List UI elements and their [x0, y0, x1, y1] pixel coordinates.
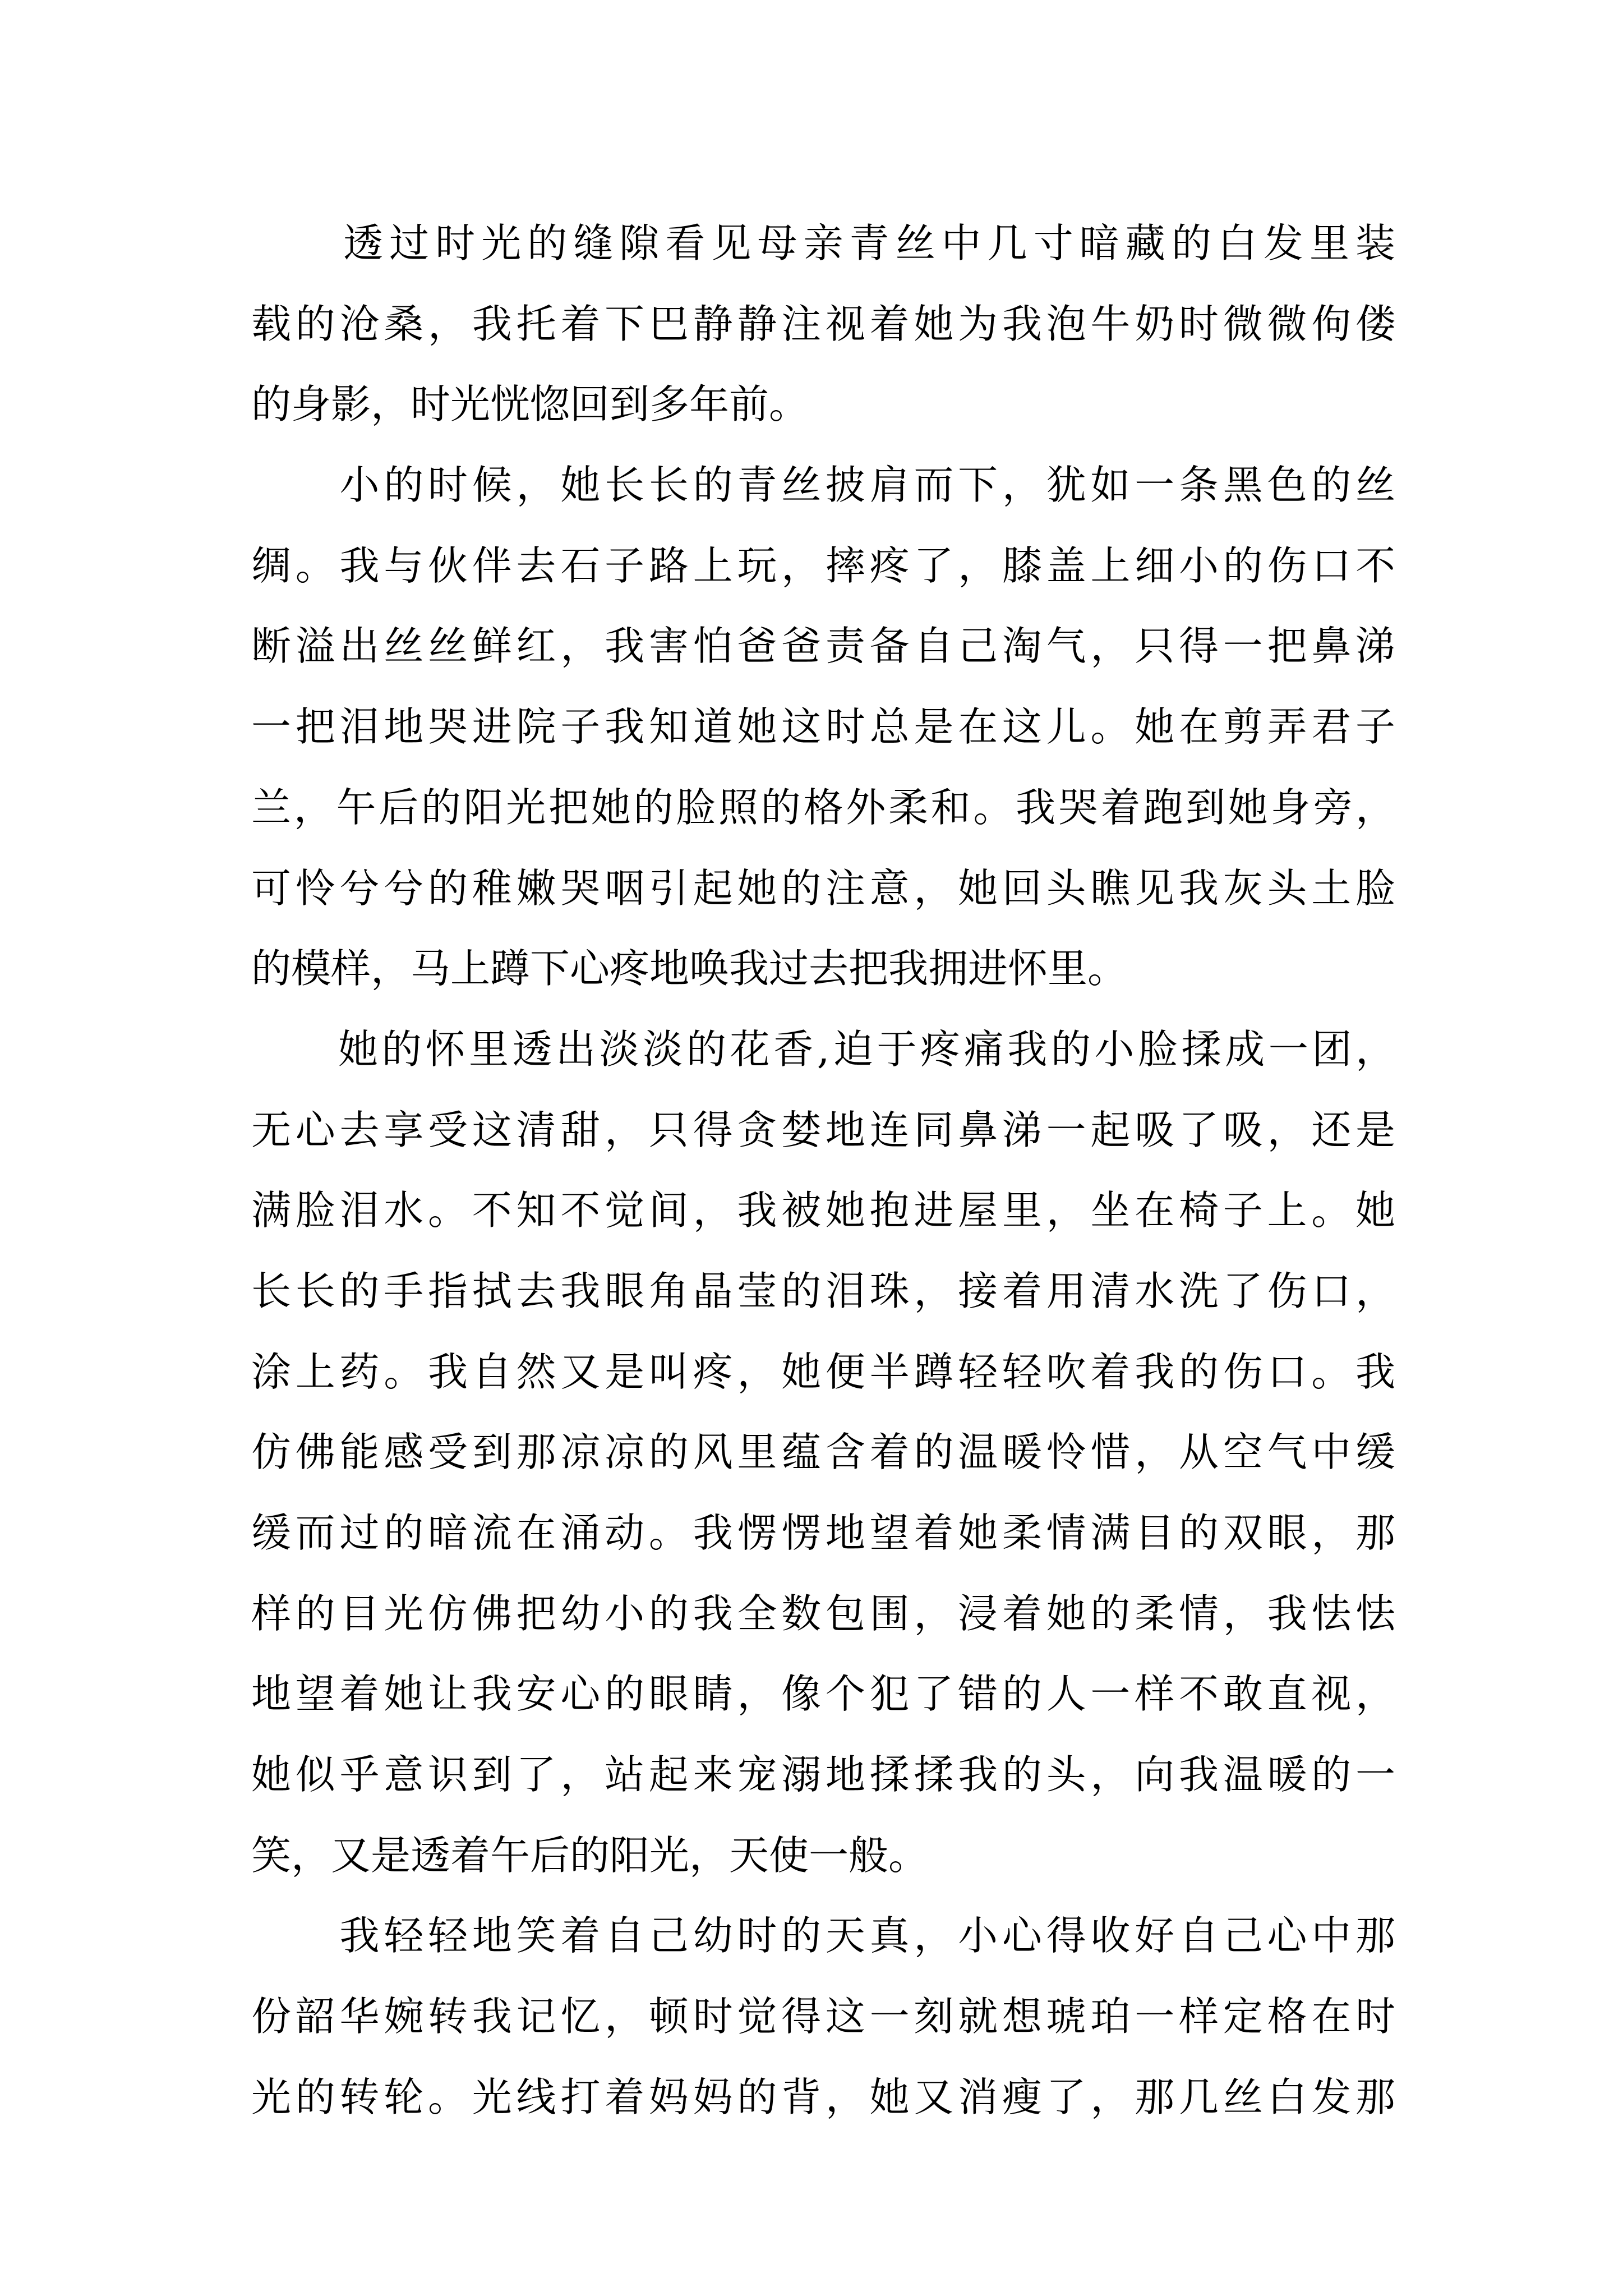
- text-line: 缓而过的暗流在涌动。我愣愣地望着她柔情满目的双眼，那: [251, 1510, 1395, 1556]
- text-line: 我轻轻地笑着自己幼时的天真，小心得收好自己心中那: [251, 1912, 1395, 1959]
- text-line: 可怜兮兮的稚嫩哭咽引起她的注意，她回头瞧见我灰头土脸: [251, 864, 1395, 912]
- text-line: 的模样，马上蹲下心疼地唤我过去把我拥进怀里。: [251, 945, 1128, 992]
- text-line: 满脸泪水。不知不觉间，我被她抱进屋里，坐在椅子上。她: [251, 1187, 1395, 1234]
- text-line: 长长的手指拭去我眼角晶莹的泪珠，接着用清水洗了伤口，: [251, 1267, 1395, 1314]
- text-line: 样的目光仿佛把幼小的我全数包围，浸着她的柔情，我怯怯: [251, 1590, 1395, 1637]
- text-line: 仿佛能感受到那凉凉的风里蕴含着的温暖怜惜，从空气中缓: [251, 1429, 1395, 1476]
- text-line: 笑，又是透着午后的阳光，天使一般。: [251, 1832, 929, 1879]
- text-line: 她似乎意识到了，站起来宠溺地揉揉我的头，向我温暖的一: [251, 1751, 1395, 1798]
- text-line: 一把泪地哭进院子我知道她这时总是在这儿。她在剪弄君子: [251, 703, 1395, 751]
- text-line: 无心去享受这清甜，只得贪婪地连同鼻涕一起吸了吸，还是: [251, 1106, 1395, 1153]
- text-line: 她的怀里透出淡淡的花香,迫于疼痛我的小脸揉成一团，: [251, 1025, 1395, 1073]
- body-text: [251, 203, 1395, 2138]
- text-line: 兰，午后的阳光把她的脸照的格外柔和。我哭着跑到她身旁，: [251, 784, 1395, 831]
- text-line: 断溢出丝丝鲜红，我害怕爸爸责备自己淘气，只得一把鼻涕: [251, 623, 1395, 670]
- text-line: 透过时光的缝隙看见母亲青丝中几寸暗藏的白发里装: [251, 220, 1395, 266]
- text-line: 小的时候，她长长的青丝披肩而下，犹如一条黑色的丝: [251, 462, 1395, 509]
- text-line: 载的沧桑，我托着下巴静静注视着她为我泡牛奶时微微佝偻: [251, 300, 1395, 347]
- text-line: 涂上药。我自然又是叫疼，她便半蹲轻轻吹着我的伤口。我: [251, 1348, 1395, 1395]
- text-line: 份韶华婉转我记忆，顿时觉得这一刻就想琥珀一样定格在时: [251, 1993, 1395, 2040]
- text-line: 绸。我与伙伴去石子路上玩，摔疼了，膝盖上细小的伤口不: [251, 542, 1395, 589]
- text-line: 地望着她让我安心的眼睛，像个犯了错的人一样不敢直视，: [251, 1671, 1395, 1718]
- text-line: 光的转轮。光线打着妈妈的背，她又消瘦了，那几丝白发那: [251, 2073, 1395, 2120]
- text-line: 的身影，时光恍惚回到多年前。: [251, 381, 809, 428]
